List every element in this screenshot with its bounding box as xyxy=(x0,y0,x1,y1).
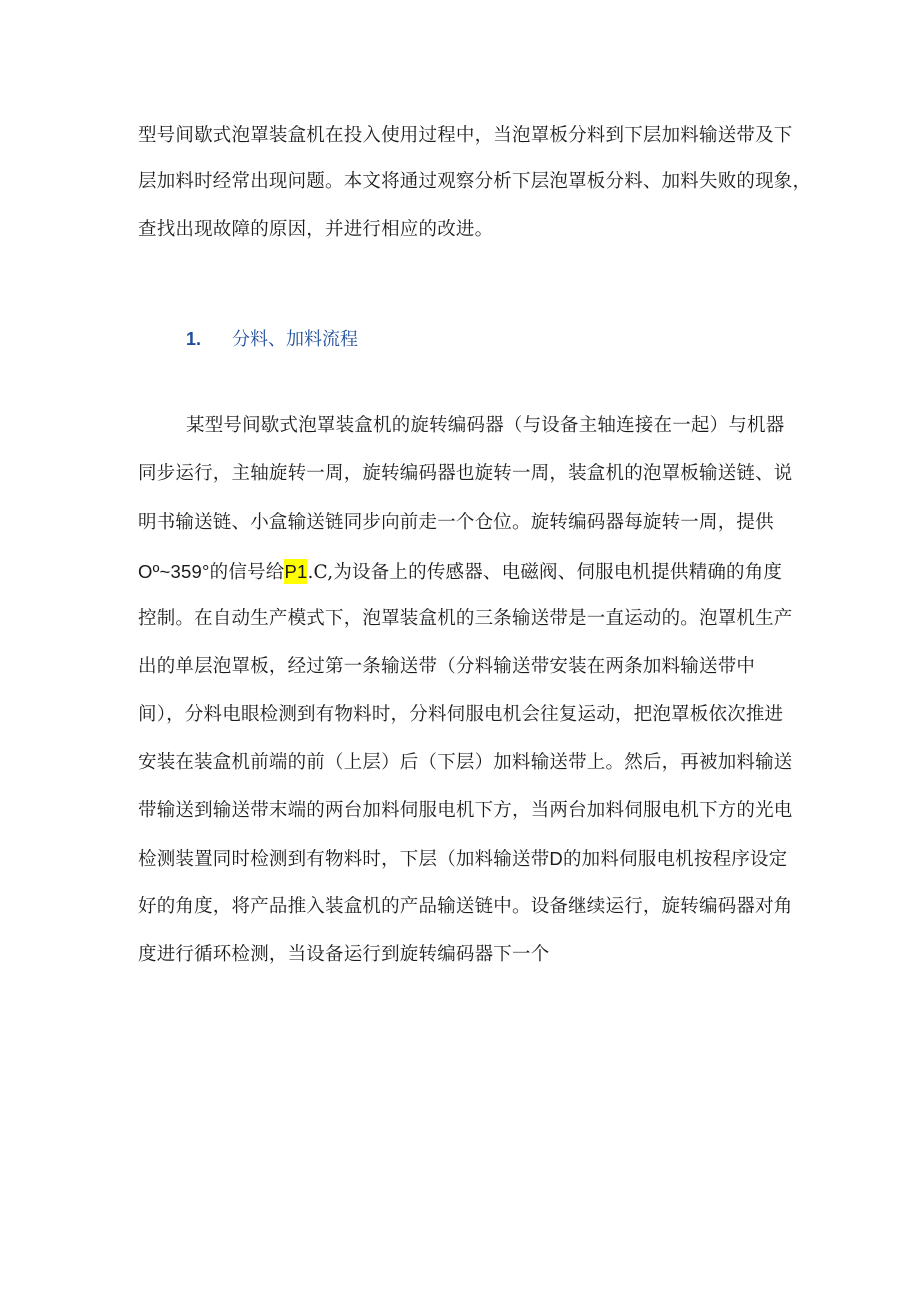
body-line-10-text-a: 检测装置同时检测到有物料时，下层（加料输送带 xyxy=(138,849,550,870)
highlighted-text: P1 xyxy=(284,561,308,582)
intro-line-1: 型号间歇式泡罩装盒机在投入使用过程中，当泡罩板分料到下层加料输送带及下 xyxy=(138,125,793,146)
body-line-3: 明书输送链、小盒输送链同步向前走一个仓位。旋转编码器每旋转一周，提供 xyxy=(138,512,774,533)
body-line-11: 好的角度，将产品推入装盒机的产品输送链中。设备继续运行，旋转编码器对角 xyxy=(138,896,793,917)
angle-range: Oº~359° xyxy=(138,561,210,582)
body-line-10-text-b: 的加料伺服电机按程序设定 xyxy=(562,849,788,870)
section-number: 1. xyxy=(186,329,202,349)
section-heading xyxy=(186,326,358,352)
body-line-10-letter: D xyxy=(549,848,563,869)
section-title: 分料、加料流程 xyxy=(232,329,358,349)
intro-line-3: 查找出现故障的原因，并进行相应的改进。 xyxy=(138,219,494,240)
body-line-7: 间），分料电眼检测到有物料时，分料伺服电机会往复运动，把泡罩板依次推进 xyxy=(138,704,784,725)
body-line-4-text-a: 的信号给 xyxy=(209,562,285,583)
body-line-10 xyxy=(138,847,787,872)
body-line-6: 出的单层泡罩板，经过第一条输送带（分料输送带安装在两条加料输送带中 xyxy=(138,656,756,677)
body-line-12: 度进行循环检测，当设备运行到旋转编码器下一个 xyxy=(138,944,550,965)
body-line-8: 安装在装盒机前端的前（上层）后（下层）加料输送带上。然后，再被加料输送 xyxy=(138,752,793,773)
body-line-9: 带输送到输送带末端的两台加料伺服电机下方，当两台加料伺服电机下方的光电 xyxy=(138,800,793,821)
intro-line-2: 层加料时经常出现问题。本文将通过观察分析下层泡罩板分料、加料失败的现象， xyxy=(138,171,812,192)
body-line-5: 控制。在自动生产模式下，泡罩装盒机的三条输送带是一直运动的。泡罩机生产 xyxy=(138,608,793,629)
body-line-2: 同步运行，主轴旋转一周，旋转编码器也旋转一周，装盒机的泡罩板输送链、说 xyxy=(138,463,793,484)
body-line-4 xyxy=(138,560,782,585)
body-line-4-text-b: .C,为设备上的传感器、电磁阀、伺服电机提供精确的角度 xyxy=(307,562,783,583)
body-line-1: 某型号间歇式泡罩装盒机的旋转编码器（与设备主轴连接在一起）与机器 xyxy=(186,415,785,436)
